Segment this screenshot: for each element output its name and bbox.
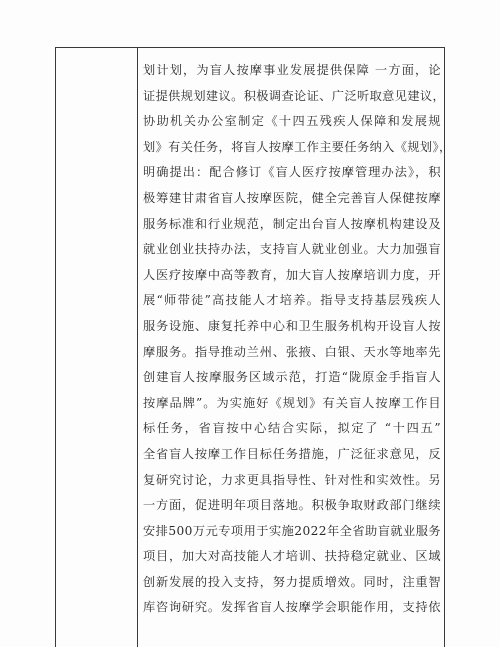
text-line: 协助机关办公室制定《十四五残疾人保障和发展规 xyxy=(143,114,441,129)
content-cell xyxy=(143,58,452,621)
text-line: 划》有关任务，将盲人按摩工作主要任务纳入《规划》， xyxy=(143,139,452,154)
text-line: 全省盲人按摩工作目标任务措施，广泛征求意见，反 xyxy=(143,446,441,461)
text-line: 库咨询研究。发挥省盲人按摩学会职能作用，支持依 xyxy=(143,600,441,615)
text-line: 服务标准和行业规范，制定出台盲人按摩机构建设及 xyxy=(143,216,441,231)
text-line: 创新发展的投入支持，努力提质增效。同时，注重智 xyxy=(143,574,441,589)
text-line: 极筹建甘肃省盲人按摩医院，健全完善盲人保健按摩 xyxy=(143,190,441,205)
text-line: 明确提出：配合修订《盲人医疗按摩管理办法》，积 xyxy=(143,165,441,180)
text-line: 服务设施、康复托养中心和卫生服务机构开设盲人按 xyxy=(143,318,441,333)
text-line: 项目，加大对高技能人才培训、扶持稳定就业、区域 xyxy=(143,549,441,564)
text-line: 展“师带徒”高技能人才培养。指导支持基层残疾人 xyxy=(143,293,441,308)
text-line: 摩服务。指导推动兰州、张掖、白银、天水等地率先 xyxy=(143,344,441,359)
text-line: 就业创业扶持办法，支持盲人就业创业。大力加强盲 xyxy=(143,242,441,257)
text-line: 标任务，省盲按中心结合实际，拟定了 “十四五” xyxy=(143,421,441,436)
text-line: 按摩品牌”。为实施好《规划》有关盲人按摩工作目 xyxy=(143,395,441,410)
text-line: 安排500万元专项用于实施2022年全省助盲就业服务 xyxy=(143,523,441,538)
text-line: 证提供规划建议。积极调查论证、广泛听取意见建议， xyxy=(143,88,446,103)
text-line: 人医疗按摩中高等教育，加大盲人按摩培训力度，开 xyxy=(143,267,441,282)
text-line: 一方面，促进明年项目落地。积极争取财政部门继续 xyxy=(143,498,441,513)
text-line: 划计划，为盲人按摩事业发展提供保障 一方面，论 xyxy=(143,63,441,77)
text-line: 创建盲人按摩服务区域示范，打造“陇原金手指盲人 xyxy=(143,370,441,385)
text-line: 复研究讨论，力求更具指导性、针对性和实效性。另 xyxy=(143,472,441,487)
column-divider xyxy=(137,47,138,647)
